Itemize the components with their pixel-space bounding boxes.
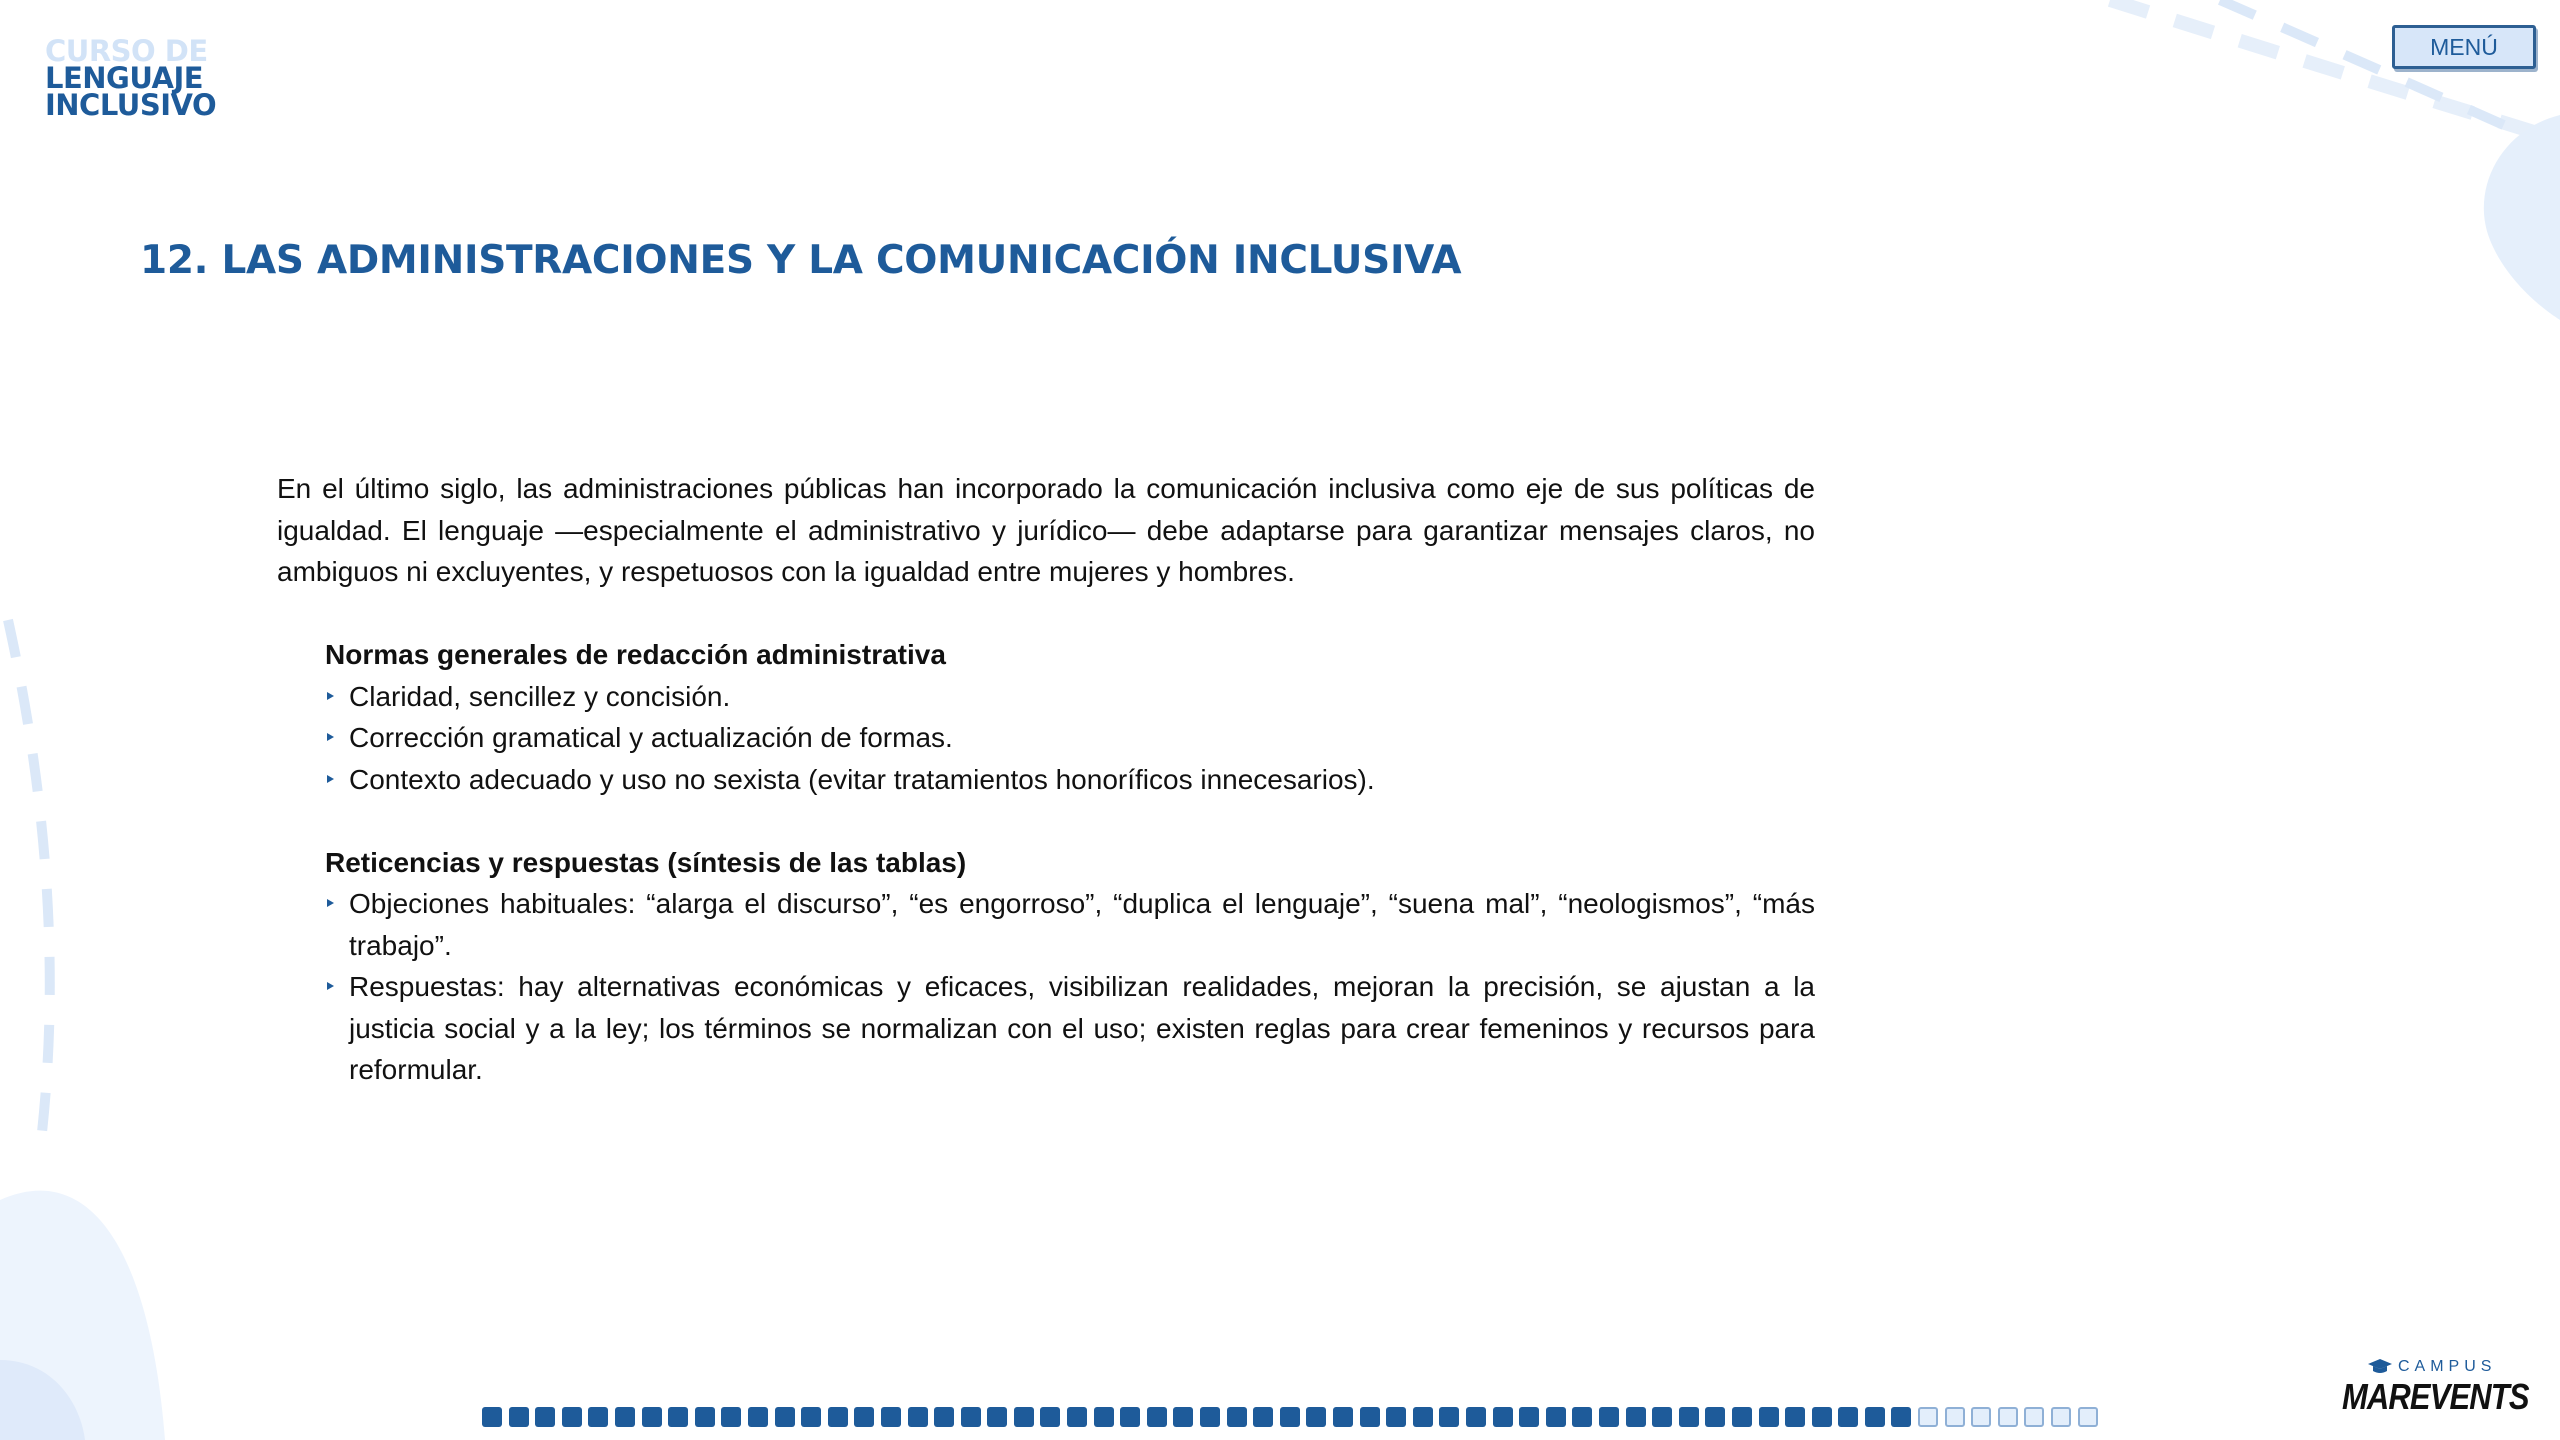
progress-step-completed[interactable] — [1094, 1407, 1114, 1427]
progress-step-completed[interactable] — [615, 1407, 635, 1427]
progress-step-pending[interactable] — [2078, 1407, 2098, 1427]
progress-step-completed[interactable] — [535, 1407, 555, 1427]
slide-content — [277, 468, 1815, 1091]
progress-indicator — [482, 1407, 2098, 1427]
menu-button[interactable] — [2392, 25, 2536, 69]
progress-step-completed[interactable] — [1333, 1407, 1353, 1427]
progress-step-completed[interactable] — [1466, 1407, 1486, 1427]
progress-step-completed[interactable] — [1652, 1407, 1672, 1427]
progress-step-completed[interactable] — [1360, 1407, 1380, 1427]
course-logo-line3: INCLUSIVO — [45, 88, 217, 122]
progress-step-completed[interactable] — [881, 1407, 901, 1427]
progress-step-completed[interactable] — [1040, 1407, 1060, 1427]
bullet-arrow-icon — [327, 775, 334, 783]
progress-step-completed[interactable] — [1413, 1407, 1433, 1427]
progress-step-completed[interactable] — [1147, 1407, 1167, 1427]
progress-step-completed[interactable] — [1759, 1407, 1779, 1427]
progress-step-pending[interactable] — [1971, 1407, 1991, 1427]
bullet-list — [325, 676, 1815, 801]
bullet-arrow-icon — [327, 982, 334, 990]
intro-paragraph: En el último siglo, las administraciones públicas han incorporado la comunicación inclusiva como eje de sus políticas de igualdad. El lenguaje —especialmente el administrativo y jurídico— debe adaptarse para garantizar mensajes claros, no ambiguos ni excluyentes, y respetuosos con la igualdad entre mujeres y hombres. — [277, 473, 1815, 587]
progress-step-pending[interactable] — [1945, 1407, 1965, 1427]
progress-step-completed[interactable] — [961, 1407, 981, 1427]
progress-step-completed[interactable] — [1626, 1407, 1646, 1427]
progress-step-completed[interactable] — [1253, 1407, 1273, 1427]
progress-step-completed[interactable] — [1386, 1407, 1406, 1427]
section-heading: Reticencias y respuestas (síntesis de las tablas) — [325, 846, 967, 878]
progress-step-completed[interactable] — [562, 1407, 582, 1427]
list-item: Contexto adecuado y uso no sexista (evitar tratamientos honoríficos innecesarios). — [325, 759, 1815, 801]
page-title: 12. LAS ADMINISTRACIONES Y LA COMUNICACIÓN INCLUSIVA — [140, 238, 1462, 283]
section-heading: Normas generales de redacción administrativa — [325, 639, 946, 670]
progress-step-completed[interactable] — [1785, 1407, 1805, 1427]
bullet-list — [325, 883, 1815, 1091]
progress-step-completed[interactable] — [1306, 1407, 1326, 1427]
progress-step-completed[interactable] — [1280, 1407, 1300, 1427]
progress-step-completed[interactable] — [987, 1407, 1007, 1427]
brand-logo — [2340, 1358, 2530, 1418]
bullet-arrow-icon — [327, 733, 334, 741]
progress-step-completed[interactable] — [828, 1407, 848, 1427]
progress-step-completed[interactable] — [1120, 1407, 1140, 1427]
progress-step-completed[interactable] — [1173, 1407, 1193, 1427]
brand-name-text: MAREVENTS — [2342, 1376, 2529, 1417]
progress-step-completed[interactable] — [482, 1407, 502, 1427]
progress-step-pending[interactable] — [2024, 1407, 2044, 1427]
brand-campus-text: CAMPUS — [2398, 1358, 2497, 1375]
progress-step-completed[interactable] — [1838, 1407, 1858, 1427]
progress-step-completed[interactable] — [1227, 1407, 1247, 1427]
progress-step-completed[interactable] — [1200, 1407, 1220, 1427]
progress-step-completed[interactable] — [1067, 1407, 1087, 1427]
list-item: Objeciones habituales: “alarga el discurso”, “es engorroso”, “duplica el lenguaje”, “suena mal”, “neologismos”, “más trabajo”. — [325, 883, 1815, 966]
list-item: Respuestas: hay alternativas económicas y eficaces, visibilizan realidades, mejoran la precisión, se ajustan a la justicia social y a la ley; los términos se normalizan con el uso; existen reglas para crear femeninos y recursos para reformular. — [325, 966, 1815, 1091]
progress-step-completed[interactable] — [668, 1407, 688, 1427]
progress-step-pending[interactable] — [1998, 1407, 2018, 1427]
progress-step-completed[interactable] — [775, 1407, 795, 1427]
progress-step-completed[interactable] — [642, 1407, 662, 1427]
graduation-cap-icon — [2368, 1358, 2392, 1376]
bullet-arrow-icon — [327, 692, 334, 700]
progress-step-completed[interactable] — [1812, 1407, 1832, 1427]
progress-step-completed[interactable] — [721, 1407, 741, 1427]
progress-step-completed[interactable] — [1705, 1407, 1725, 1427]
list-item: Claridad, sencillez y concisión. — [325, 676, 1815, 718]
list-item: Corrección gramatical y actualización de formas. — [325, 717, 1815, 759]
progress-step-completed[interactable] — [695, 1407, 715, 1427]
progress-step-completed[interactable] — [1493, 1407, 1513, 1427]
progress-step-completed[interactable] — [1599, 1407, 1619, 1427]
course-logo-line2: LENGUAJE — [45, 61, 204, 95]
progress-step-completed[interactable] — [748, 1407, 768, 1427]
progress-step-completed[interactable] — [908, 1407, 928, 1427]
course-logo-line1: CURSO DE — [45, 34, 208, 68]
progress-step-completed[interactable] — [1439, 1407, 1459, 1427]
progress-step-completed[interactable] — [588, 1407, 608, 1427]
progress-step-completed[interactable] — [934, 1407, 954, 1427]
progress-step-pending[interactable] — [2051, 1407, 2071, 1427]
progress-step-completed[interactable] — [1679, 1407, 1699, 1427]
progress-step-pending[interactable] — [1918, 1407, 1938, 1427]
menu-button-label: MENÚ — [2430, 33, 2498, 60]
progress-step-completed[interactable] — [1014, 1407, 1034, 1427]
progress-step-completed[interactable] — [1519, 1407, 1539, 1427]
section-objections — [325, 842, 1815, 1091]
course-logo — [45, 34, 217, 122]
progress-step-completed[interactable] — [1865, 1407, 1885, 1427]
progress-step-completed[interactable] — [1572, 1407, 1592, 1427]
progress-step-completed[interactable] — [801, 1407, 821, 1427]
progress-step-completed[interactable] — [1546, 1407, 1566, 1427]
section-general-rules — [325, 634, 1815, 800]
progress-step-completed[interactable] — [1732, 1407, 1752, 1427]
progress-step-completed[interactable] — [854, 1407, 874, 1427]
bullet-arrow-icon — [327, 899, 334, 907]
progress-step-completed[interactable] — [1891, 1407, 1911, 1427]
progress-step-completed[interactable] — [509, 1407, 529, 1427]
